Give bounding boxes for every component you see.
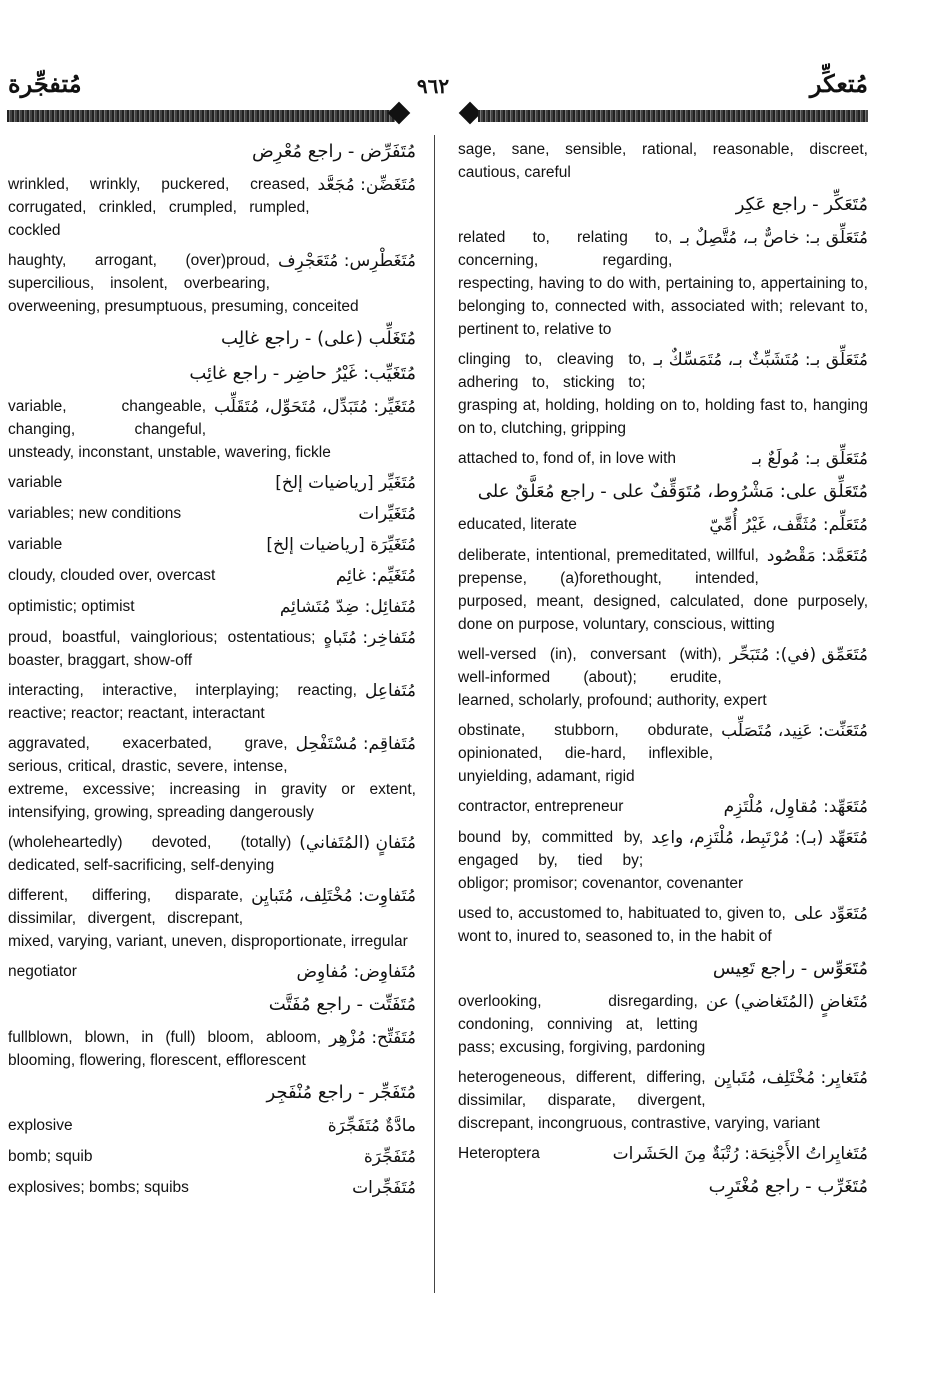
arabic-headword: مُتَفائِل: ضِدّ مُتَشائِم [279,597,416,617]
dictionary-entry [458,795,868,819]
dictionary-entry [8,991,416,1019]
dictionary-entry [8,595,416,619]
english-definition: related to, relating to, concerning, regarding, respecting, having to do with, pertaining to, appertaining to, belonging to, connected with, associated with; relevant to, pertinent to, relative to [458,229,868,338]
arabic-headword: مُتَفاخِر: مُتَباهٍ [323,628,416,648]
dictionary-entry [8,1079,416,1107]
english-definition: explosive [8,1117,73,1134]
english-definition: bound by, committed by, engaged by, tied by; obligor; promisor; covenantor, covenanter [458,829,744,892]
dictionary-entry [458,544,868,636]
page-number: ٩٦٢ [416,76,450,98]
arabic-headword: مُتَغَضِّن: مُجَعَّد [317,175,416,195]
english-definition: variable [8,474,63,491]
right-column [458,138,868,1208]
arabic-headword: مُتَفَتِّح: مُزْهِر [329,1028,416,1048]
dictionary-entry [458,643,868,712]
dictionary-entry [458,138,868,184]
english-definition: deliberate, intentional, premeditated, willful, prepense, (a)forethought, intended, purposed, meant, designed, calculated, done purposely, done on purpose, voluntary, conscious, witting [458,547,868,633]
dictionary-entry [458,902,868,948]
dictionary-entry [8,1176,416,1200]
arabic-headword: مُتَغَيِّم: غائِم [335,566,416,586]
english-definition: sage, sane, sensible, rational, reasonable, discreet, cautious, careful [458,141,868,181]
dictionary-entry [458,990,868,1059]
arabic-headword: مُتَغَلِّب (على) - راجع غالِب [221,328,416,349]
dictionary-entry [8,1026,416,1072]
arabic-headword: مُتَغَيِّرَة [رياضيات إلخ] [266,535,416,555]
dictionary-entry [8,732,416,824]
arabic-headword: مُتَعَهِّد: مُقاوِل، مُلْتَزِم [723,797,868,817]
arabic-headword: مُتَعَمَّد: مَقْصُود [766,546,868,566]
english-definition: different, differing, disparate, dissimilar, divergent, discrepant, mixed, varying, variant, uneven, disproportionate, irregular [8,887,408,950]
english-definition: Heteroptera [458,1145,540,1162]
arabic-headword: مُتَعَوِّس - راجع تَعِيس [712,958,868,979]
english-definition: obstinate, stubborn, obdurate, opinionated, die-hard, inflexible, unyielding, adamant, rigid [458,722,714,785]
dictionary-entry [8,533,416,557]
english-definition: well-versed (in), conversant (with), well-informed (about); erudite, learned, scholarly, profound; authority, expert [458,646,767,709]
dictionary-entry [458,348,868,440]
english-definition: heterogeneous, different, differing, dissimilar, disparate, divergent, discrepant, incongruous, contrastive, varying, variant [458,1069,820,1132]
english-definition: optimistic; optimist [8,598,135,615]
dictionary-entry [8,884,416,953]
dictionary-entry [8,249,416,318]
arabic-headword: مُتَفَجِّر - راجع مُنْفَجِر [266,1082,416,1103]
english-definition: variable [8,536,63,553]
arabic-headword: مُتَعَنِّت: عَنِيد، مُتَصَلِّب [721,721,868,741]
english-definition: attached to, fond of, in love with [458,450,676,467]
arabic-headword: مُتَفَتِّت - راجع مُفَتَّت [268,994,416,1015]
english-definition: aggravated, exacerbated, grave, serious, critical, drastic, severe, intense, extreme, excessive; increasing in gravity or extent, intensifying, growing, spreading dangerously [8,735,416,821]
english-definition: wrinkled, wrinkly, puckered, creased, corrugated, crinkled, crumpled, rumpled, cockled [8,176,310,239]
dictionary-entry [8,960,416,984]
english-definition: fullblown, blown, in (full) bloom, abloom, blooming, flowering, florescent, efflorescent [8,1029,322,1069]
english-definition: clinging to, cleaving to, adhering to, sticking to; grasping at, holding, holding on to, holding fast to, hanging on to, clutching, gripping [458,351,868,437]
arabic-headword: مُتَفاوِت: مُخْتَلِف، مُتَبايِن [251,886,416,906]
english-definition: used to, accustomed to, habituated to, given to, wont to, inured to, seasoned to, in the habit of [458,905,786,945]
arabic-headword: مادَّةٌ مُتَفَجِّرَة [327,1116,416,1136]
dictionary-entry [8,502,416,526]
english-definition: explosives; bombs; squibs [8,1179,189,1196]
arabic-headword: مُتَعَهِّد (بـ): مُرْتَبِط، مُلْتَزِم، واعِد [651,828,868,848]
english-definition: variables; new conditions [8,505,182,522]
header-rule-left [7,110,395,122]
english-definition: haughty, arrogant, (over)proud, supercilious, insolent, overbearing, overweening, presumptuous, presuming, conceited [8,252,359,315]
running-head-right: مُتعكِّر [809,72,868,98]
dictionary-entry [8,138,416,166]
arabic-headword: مُتَغَرِّب - راجع مُغْتَرِب [708,1176,868,1197]
arabic-headword: مُتَفاوِض: مُفاوِض [296,962,416,982]
arabic-headword: مُتَعَلِّق بـ: مُولَعٌ بـ [752,449,868,469]
dictionary-entry [8,679,416,725]
dictionary-entry [458,513,868,537]
dictionary-entry [8,360,416,388]
arabic-headword: مُتَغَيِّر [رياضيات إلخ] [275,473,416,493]
arabic-headword: مُتَعَلِّق بـ: خاصٌّ بـ، مُتَّصِلٌ بـ [680,228,868,248]
dictionary-entry [8,564,416,588]
dictionary-entry [458,719,868,788]
arabic-headword: مُتَغَيِّرات [358,504,416,524]
english-definition: interacting, interactive, interplaying; reacting, reactive; reactor; reactant, interactant [8,682,357,722]
dictionary-entry [458,955,868,983]
dictionary-entry [458,1066,868,1135]
english-definition: educated, literate [458,516,577,533]
dictionary-entry [458,191,868,219]
arabic-headword: مُتَعَلِّق بـ: مُتَشَبِّثٌ بـ، مُتَمَسِّكٌ بـ [653,350,868,370]
arabic-headword: مُتَفَجِّرَة [363,1147,416,1167]
dictionary-entry [458,478,868,506]
english-definition: negotiator [8,963,77,980]
column-divider [434,135,435,1293]
dictionary-entry [8,173,416,242]
english-definition: contractor, entrepreneur [458,798,624,815]
header-rule-right [478,110,868,122]
dictionary-entry [458,226,868,341]
arabic-headword: مُتَعَلِّم: مُثَقَّف، غَيْرُ أُمِّيّ [709,515,868,535]
arabic-headword: مُتَفاقِم: مُسْتَفْحِل [295,734,416,754]
arabic-headword: مُتَعَكِّر - راجع عَكِر [735,194,868,215]
dictionary-entry [8,1114,416,1138]
arabic-headword: مُتَغايِر: مُخْتَلِف، مُتَبايِن [713,1068,868,1088]
arabic-headword: مُتَفَرِّض - راجع مُعْرِض [252,141,416,162]
english-definition: overlooking, disregarding, condoning, conniving at, letting pass; excusing, forgiving, pardoning [458,993,706,1056]
dictionary-entry [8,831,416,877]
left-column [8,138,416,1207]
arabic-headword: مُتَفانٍ (المُتَفاني) [299,833,416,853]
english-definition: variable, changeable, changing, changeful, unsteady, inconstant, unstable, wavering, fickle [8,398,331,461]
arabic-headword: مُتَفَجِّرات [352,1178,416,1198]
arabic-headword: مُتَفاعِل [364,681,416,701]
arabic-headword: مُتَغاضٍ (المُتَغاضي) عن [705,992,868,1012]
english-definition: bomb; squib [8,1148,93,1165]
dictionary-entry [8,471,416,495]
arabic-headword: مُتَعَلِّق على: مَشْرُوط، مُتَوَقِّفٌ على - راجع مُعَلَّقٌ على [477,481,868,502]
dictionary-entry [458,826,868,895]
arabic-headword: مُتَغايِراتُ الأَجْنِحَة: رُتْبَةٌ مِنَ الحَشَرات [612,1144,868,1164]
dictionary-entry [8,626,416,672]
english-definition: cloudy, clouded over, overcast [8,567,216,584]
arabic-headword: مُتَغَطْرِس: مُتَعَجْرِف [277,251,416,271]
english-definition: proud, boastful, vainglorious; ostentatious; boaster, braggart, show-off [8,629,316,669]
arabic-headword: مُتَغَيِّب: غَيْرُ حاضِر - راجع غائِب [189,363,416,384]
english-definition: (wholeheartedly) devoted, (totally) dedicated, self-sacrificing, self-denying [8,834,292,874]
running-head-left: مُتفجِّرة [8,72,82,98]
dictionary-entry [8,1145,416,1169]
dictionary-entry [458,1142,868,1166]
arabic-headword: مُتَعَوِّد على [793,904,868,924]
dictionary-entry [458,447,868,471]
arabic-headword: مُتَعَمِّق (في): مُتَبَحِّر [729,645,868,665]
arabic-headword: مُتَغَيِّر: مُتَبَدِّل، مُتَحَوِّل، مُتَقَلِّب [214,397,416,417]
dictionary-entry [458,1173,868,1201]
dictionary-entry [8,325,416,353]
dictionary-entry [8,395,416,464]
